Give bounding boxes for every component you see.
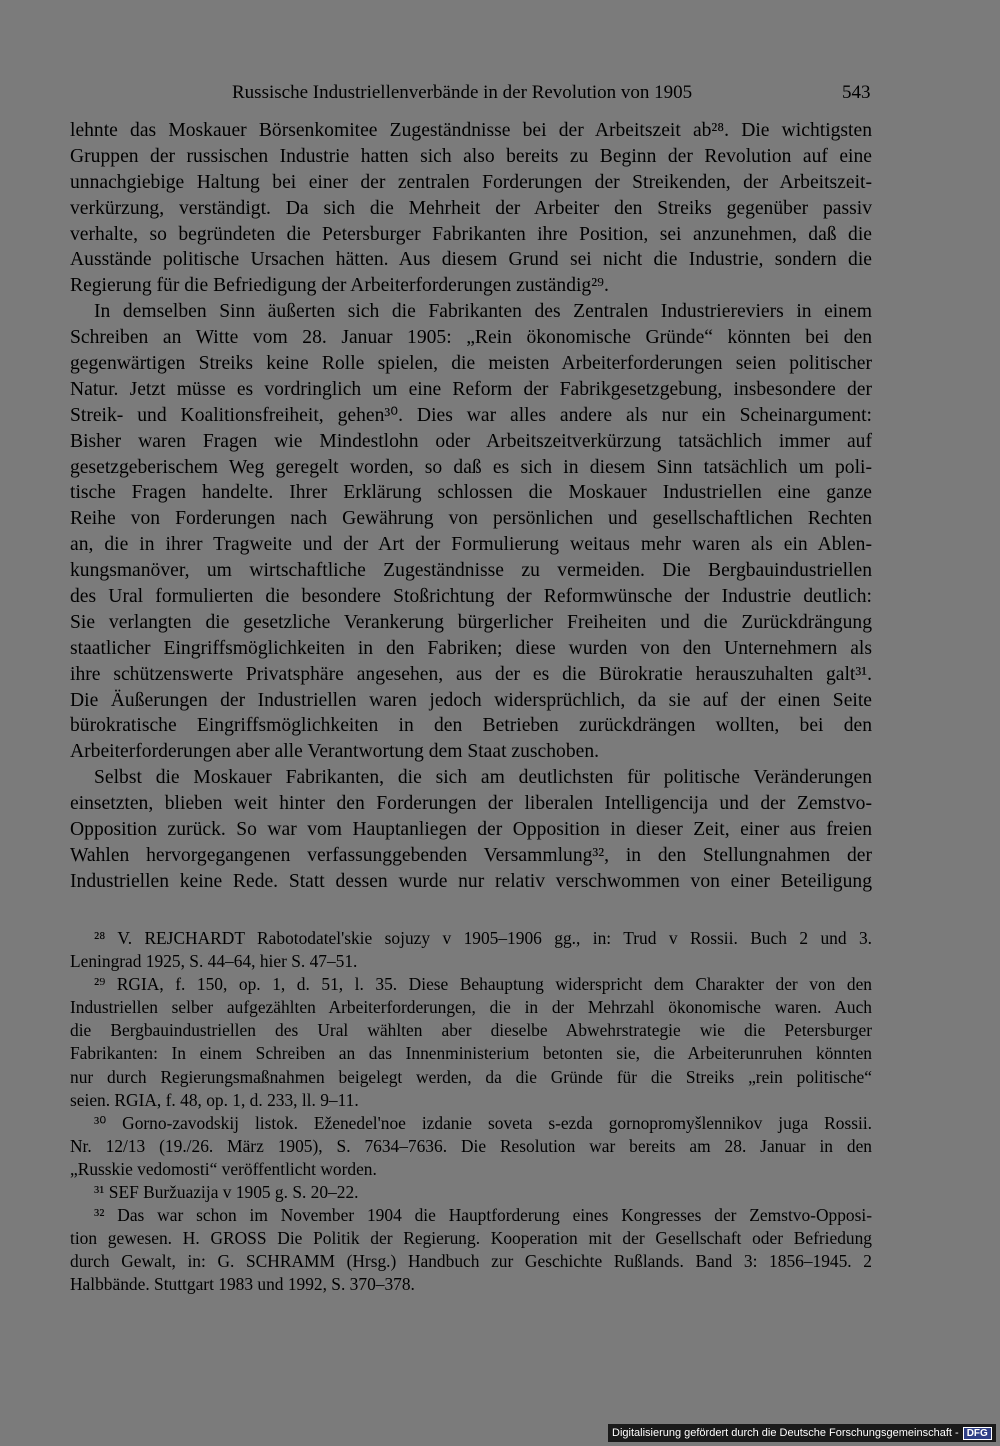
text-line: bürokratische Eingriffsmöglichkeiten in den Betrieben zurückdrängen wollten, bei den [70, 715, 872, 737]
digitization-footer [608, 1424, 996, 1442]
footnote-line: nur durch Regierungsmaßnahmen beigelegt werden, da die Gründe für die Streiks „rein politische“ [70, 1066, 872, 1087]
text-line: lehnte das Moskauer Börsenkomitee Zugeständnisse bei der Arbeitszeit ab²⁸. Die wichtigsten [70, 120, 872, 141]
text-line: Industriellen keine Rede. Statt dessen wurde nur relativ verschwommen von einer Beteiligung [70, 870, 872, 892]
text-line: verhalte, so begründeten die Petersburger Fabrikanten ihre Position, sei anzunehmen, daß die [70, 223, 872, 245]
main-text [70, 118, 872, 895]
text-line: staatlicher Eingriffsmöglichkeiten in den Fabriken; diese wurden von den Unternehmern als [70, 637, 872, 659]
footnote-line: die Bergbauindustriellen des Ural wählten aber dieselbe Abwehrstrategie wie die Petersburger [70, 1020, 872, 1041]
text-line: gegenwärtigen Streiks keine Rolle spielen, die meisten Arbeiterforderungen seien politischer [70, 353, 872, 375]
text-line: Reihe von Forderungen nach Gewährung von persönlichen und gesellschaftlichen Rechten [70, 508, 872, 530]
page-number: 543 [842, 82, 871, 103]
text-line: Schreiben an Witte vom 28. Januar 1905: „Rein ökonomische Gründe“ könnten bei den [70, 327, 872, 349]
footnote-line: ³¹ SEF Buržuazija v 1905 g. S. 20–22. [94, 1182, 359, 1203]
text-line: Ausstände politische Ursachen hätten. Aus diesem Grund sei nicht die Industrie, sondern die [70, 249, 872, 271]
footnote-line: Nr. 12/13 (19./26. März 1905), S. 7634–7636. Die Resolution war bereits am 28. Januar in den [70, 1135, 872, 1156]
text-line: Gruppen der russischen Industrie hatten sich also bereits zu Beginn der Revolution auf eine [70, 145, 872, 167]
footer-text: Digitalisierung gefördert durch die Deutsche Forschungsgemeinschaft - [612, 1427, 959, 1439]
text-line: des Ural formulierten die besondere Stoßrichtung der Reformwünsche der Industrie deutlich: [70, 586, 872, 608]
text-line: In demselben Sinn äußerten sich die Fabrikanten des Zentralen Industriereviers in einem [94, 301, 872, 323]
text-line: unnachgiebige Haltung bei einer der zentralen Forderungen der Streikenden, der Arbeitszeit- [70, 171, 872, 193]
text-line: tische Fragen handelte. Ihrer Erklärung schlossen die Moskauer Industriellen eine ganze [70, 482, 872, 504]
text-line: Arbeiterforderungen aber alle Verantwortung dem Staat zuschoben. [70, 741, 600, 763]
footnote-line: Industriellen selber aufgezählten Arbeiterforderungen, die in der Mehrzahl ökonomische waren. Auch [70, 997, 872, 1018]
text-line: an, die in ihrer Tragweite und der Art der Formulierung weitaus mehr waren als ein Ablen- [70, 534, 872, 556]
text-line: Streik- und Koalitionsfreiheit, gehen³⁰. Dies war alles andere als nur ein Scheinargument: [70, 404, 872, 426]
text-line: Selbst die Moskauer Fabrikanten, die sich am deutlichsten für politische Veränderungen [94, 767, 872, 789]
footnote-line: ²⁹ RGIA, f. 150, op. 1, d. 51, l. 35. Diese Behauptung widerspricht dem Charakter der von den [94, 974, 872, 995]
running-header [0, 82, 1000, 108]
text-line: Sie verlangten die gesetzliche Verankerung bürgerlicher Freiheiten und die Zurückdrängung [70, 611, 872, 633]
footnote-line: Fabrikanten: In einem Schreiben an das Innenministerium betonten sie, die Arbeiterunruhen könnten [70, 1043, 872, 1064]
text-line: Die Äußerungen der Industriellen waren jedoch widersprüchlich, da sie auf der einen Seite [70, 689, 872, 711]
text-line: ihre schützenswerte Privatsphäre angesehen, aus der es die Bürokratie herauszuhalten galt³¹. [70, 663, 872, 685]
text-line: kungsmanöver, um wirtschaftliche Zugeständnisse zu vermeiden. Die Bergbauindustriellen [70, 560, 872, 582]
footnote-line: seien. RGIA, f. 48, op. 1, d. 233, ll. 9–11. [70, 1089, 359, 1110]
text-line: gesetzgeberischem Weg geregelt worden, so daß es sich in diesem Sinn tatsächlich um poli- [70, 456, 872, 478]
footnote-line: Halbbände. Stuttgart 1983 und 1992, S. 370–378. [70, 1274, 415, 1295]
footnote-line: durch Gewalt, in: G. SCHRAMM (Hrsg.) Handbuch zur Geschichte Rußlands. Band 3: 1856–1945. 2 [70, 1251, 872, 1272]
dfg-logo: DFG [963, 1427, 992, 1440]
footnote-line: ³² Das war schon im November 1904 die Hauptforderung eines Kongresses der Zemstvo-Opposi- [94, 1205, 872, 1226]
text-line: Bisher waren Fragen wie Mindestlohn oder Arbeitszeitverkürzung tatsächlich immer auf [70, 430, 872, 452]
footnote-line: Leningrad 1925, S. 44–64, hier S. 47–51. [70, 951, 358, 972]
text-line: Natur. Jetzt müsse es vordringlich um eine Reform der Fabrikgesetzgebung, insbesondere der [70, 378, 872, 400]
footnotes [70, 927, 872, 1297]
text-line: einsetzten, blieben weit hinter den Forderungen der liberalen Intelligencija und der Zemstvo- [70, 793, 872, 815]
footnote-line: ²⁸ V. REJCHARDT Rabotodatel'skie sojuzy v 1905–1906 gg., in: Trud v Rossii. Buch 2 und 3. [94, 928, 872, 948]
footnote-line: „Russkie vedomosti“ veröffentlicht worden. [70, 1158, 377, 1179]
text-line: Opposition zurück. So war vom Hauptanliegen der Opposition in dieser Zeit, einer aus freien [70, 819, 872, 841]
running-title: Russische Industriellenverbände in der Revolution von 1905 [232, 82, 693, 103]
text-line: Wahlen hervorgegangenen verfassunggebenden Versammlung³², in den Stellungnahmen der [70, 844, 872, 866]
text-line: Regierung für die Befriedigung der Arbeiterforderungen zuständig²⁹. [70, 275, 609, 297]
footnote-line: ³⁰ Gorno-zavodskij listok. Eženedel'noe izdanie soveta s-ezda gornopromyšlennikov juga Rossii. [94, 1112, 872, 1133]
text-line: verkürzung, verständigt. Da sich die Mehrheit der Arbeiter den Streiks gegenüber passiv [70, 197, 872, 219]
footnote-line: tion gewesen. H. GROSS Die Politik der Regierung. Kooperation mit der Gesellschaft oder Befriedung [70, 1228, 872, 1249]
